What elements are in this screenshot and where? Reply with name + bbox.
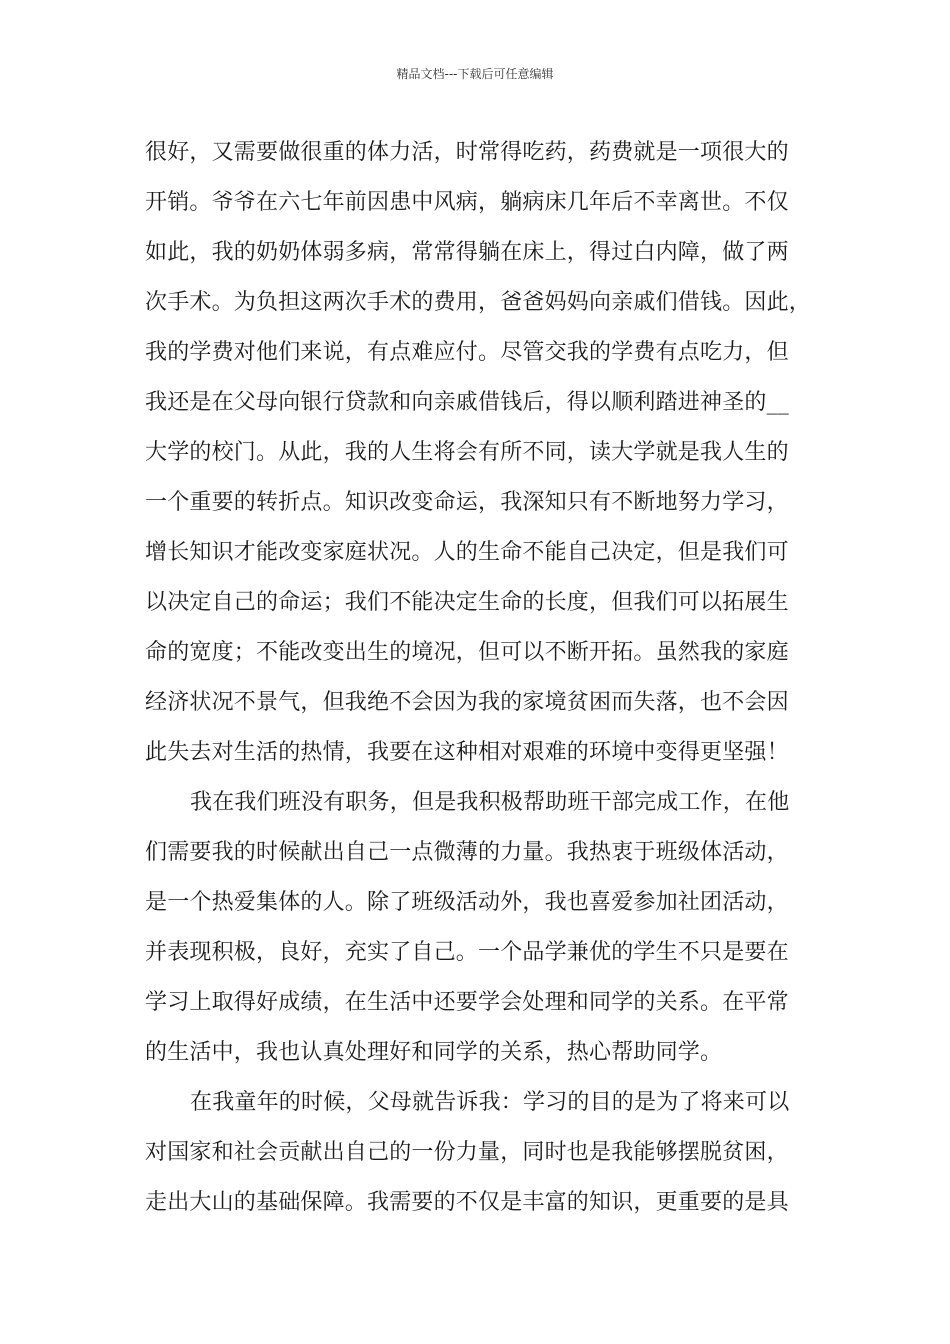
- text-line-5: 我的学费对他们来说，有点难应付。尽管交我的学费有点吃力，但: [145, 340, 789, 365]
- text-line-9: 增长知识才能改变家庭状况。人的生命不能自己决定，但是我们可: [145, 540, 789, 565]
- paragraph-start-line: 我在我们班没有职务，但是我积极帮助班干部完成工作，在他: [190, 790, 790, 815]
- text-line-22: 走出大山的基础保障。我需要的不仅是丰富的知识，更重要的是具: [145, 1190, 789, 1215]
- text-line-21: 对国家和社会贡献出自己的一份力量，同时也是我能够摆脱贫困，: [145, 1140, 789, 1165]
- text-line-12: 经济状况不景气，但我绝不会因为我的家境贫困而失落，也不会因: [145, 690, 789, 715]
- text-line-16: 是一个热爱集体的人。除了班级活动外，我也喜爱参加社团活动，: [145, 890, 789, 915]
- text-line-2: 开销。爷爷在六七年前因患中风病，躺病床几年后不幸离世。不仅: [145, 190, 789, 215]
- text-line-3: 如此，我的奶奶体弱多病，常常得躺在床上，得过白内障，做了两: [145, 240, 789, 265]
- text-line-17: 并表现积极，良好，充实了自己。一个品学兼优的学生不只是要在: [145, 940, 789, 965]
- text-line-6: 我还是在父母向银行贷款和向亲戚借钱后，得以顺利踏进神圣的__: [145, 390, 790, 415]
- text-line-8: 一个重要的转折点。知识改变命运，我深知只有不断地努力学习，: [145, 490, 789, 515]
- paragraph-start-line: 在我童年的时候，父母就告诉我：学习的目的是为了将来可以: [190, 1090, 790, 1115]
- text-line-7: 大学的校门。从此，我的人生将会有所不同，读大学就是我人生的: [145, 440, 789, 465]
- text-line-1: 很好，又需要做很重的体力活，时常得吃药，药费就是一项很大的: [145, 140, 789, 165]
- text-line-13: 此失去对生活的热情，我要在这种相对艰难的环境中变得更坚强！: [145, 740, 789, 765]
- text-line-4: 次手术。为负担这两次手术的费用，爸爸妈妈向亲戚们借钱。因此，: [145, 290, 812, 315]
- text-line-15: 们需要我的时候献出自己一点微薄的力量。我热衷于班级体活动，: [145, 840, 789, 865]
- page-header: 精品文档---下载后可任意编辑: [396, 67, 554, 81]
- text-line-10: 以决定自己的命运；我们不能决定生命的长度，但我们可以拓展生: [145, 590, 789, 615]
- text-line-19: 的生活中，我也认真处理好和同学的关系，热心帮助同学。: [145, 1040, 723, 1065]
- text-line-11: 命的宽度；不能改变出生的境况，但可以不断开拓。虽然我的家庭: [145, 640, 789, 665]
- text-line-18: 学习上取得好成绩，在生活中还要学会处理和同学的关系。在平常: [145, 990, 789, 1015]
